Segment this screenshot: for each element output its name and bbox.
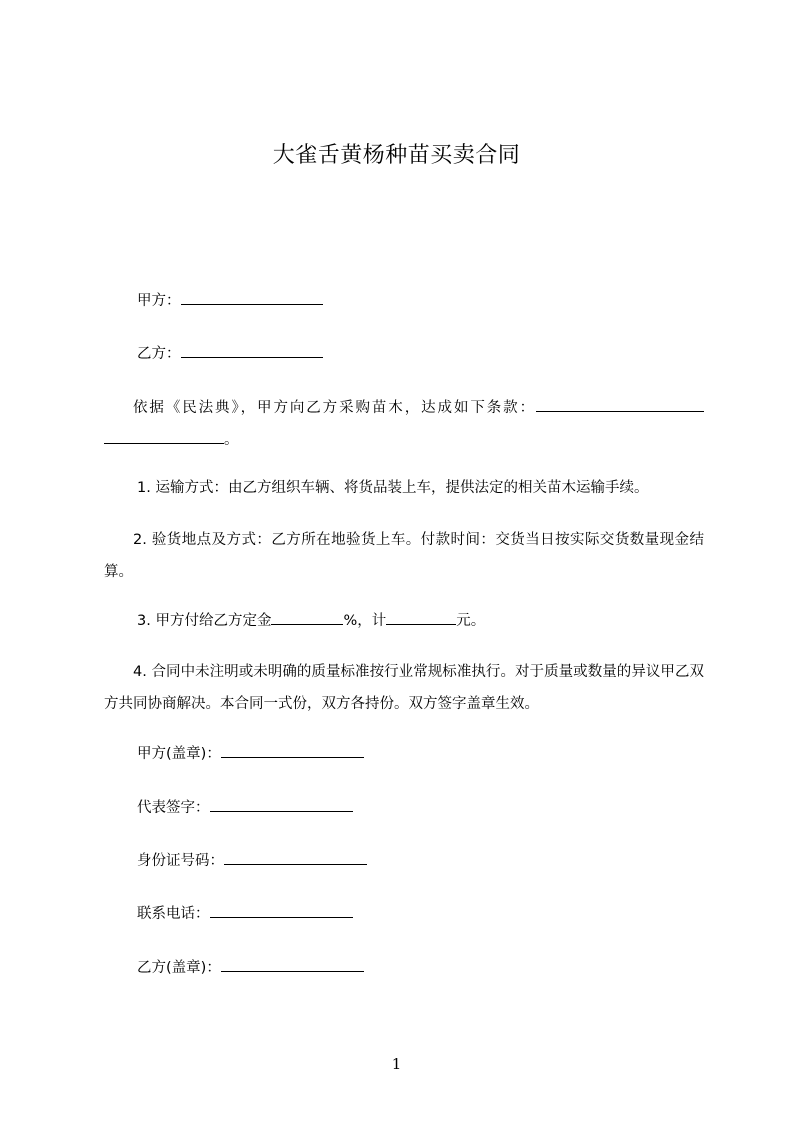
deposit-amount-blank[interactable] xyxy=(386,610,456,625)
deposit-percent-blank[interactable] xyxy=(271,610,343,625)
clause-2: 2. 验货地点及方式：乙方所在地验货上车。付款时间：交货当日按实际交货数量现金结算。 xyxy=(104,532,704,580)
sign-representative-line xyxy=(137,797,353,818)
party-a-line xyxy=(137,290,323,311)
sign-party-b-seal-line xyxy=(137,957,364,978)
sign-representative-blank[interactable] xyxy=(210,797,353,812)
page-number: 1 xyxy=(391,1055,402,1073)
party-b-blank[interactable] xyxy=(181,343,323,358)
clause-4: 4. 合同中未注明或未明确的质量标准按行业常规标准执行。对于质量或数量的异议甲乙双方共同协商解决。本合同一式份，双方各持份。双方签字盖章生效。 xyxy=(104,664,704,712)
intro-text: 依据《民法典》，甲方向乙方采购苗木，达成如下条款： xyxy=(133,400,536,416)
clause-3-suffix: 元。 xyxy=(456,613,486,629)
party-b-line xyxy=(137,343,323,364)
document-title: 大雀舌黄杨种苗买卖合同 xyxy=(272,143,521,168)
sign-representative-label: 代表签字： xyxy=(137,800,210,816)
clause-3-prefix: 3. 甲方付给乙方定金 xyxy=(137,613,272,629)
party-a-blank[interactable] xyxy=(181,290,323,305)
sign-party-a-seal-blank[interactable] xyxy=(221,743,364,758)
clause-3 xyxy=(137,610,485,631)
clause-3-middle: %，计 xyxy=(343,613,387,629)
sign-phone-label: 联系电话： xyxy=(137,906,210,922)
sign-phone-blank[interactable] xyxy=(210,903,353,918)
intro-paragraph xyxy=(104,392,704,456)
intro-blank-1[interactable] xyxy=(536,397,704,412)
sign-party-b-seal-blank[interactable] xyxy=(221,957,364,972)
clause-1: 1. 运输方式：由乙方组织车辆、将货品装上车，提供法定的相关苗木运输手续。 xyxy=(137,480,649,496)
party-a-label: 甲方： xyxy=(137,293,181,309)
party-b-label: 乙方： xyxy=(137,346,181,362)
sign-party-b-seal-label: 乙方(盖章)： xyxy=(137,960,221,976)
sign-id-number-line xyxy=(137,850,367,871)
sign-phone-line xyxy=(137,903,353,924)
intro-blank-2[interactable] xyxy=(104,429,224,444)
sign-id-number-blank[interactable] xyxy=(224,850,367,865)
sign-party-a-seal-label: 甲方(盖章)： xyxy=(137,746,221,762)
sign-party-a-seal-line xyxy=(137,743,364,764)
intro-end: 。 xyxy=(224,432,239,448)
sign-id-number-label: 身份证号码： xyxy=(137,853,224,869)
